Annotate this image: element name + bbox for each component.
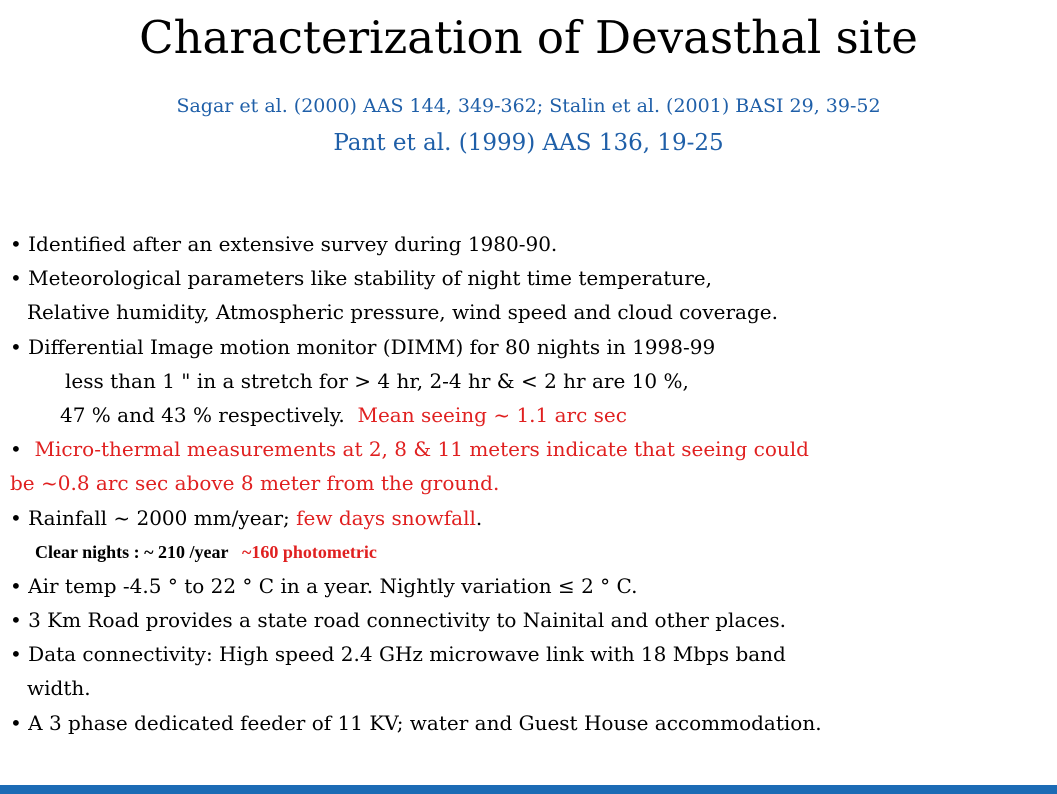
- snowfall-text: few days snowfall: [296, 505, 476, 530]
- mean-seeing-text: Mean seeing ~ 1.1 arc sec: [357, 402, 627, 427]
- reference-line-1: Sagar et al. (2000) AAS 144, 349-362; Stalin et al. (2001) BASI 29, 39-52: [176, 95, 881, 117]
- bullet-survey: • Identified after an extensive survey during 1980-90.: [10, 232, 558, 256]
- microthermal-text: Micro-thermal measurements at 2, 8 & 11 meters indicate that seeing could: [34, 437, 809, 462]
- bullet-dimm-cont1: less than 1 " in a stretch for > 4 hr, 2-4 hr & < 2 hr are 10 %,: [65, 368, 689, 393]
- bullet-data-connectivity-cont: width.: [27, 676, 91, 701]
- bullet-meteorological: • Meteorological parameters like stability of night time temperature,: [10, 266, 712, 291]
- bullet-power: • A 3 phase dedicated feeder of 11 KV; water and Guest House accommodation.: [10, 710, 822, 735]
- bottom-bar: [0, 785, 1057, 794]
- slide-title: Characterization of Devasthal site: [139, 11, 918, 64]
- bullet-dimm: • Differential Image motion monitor (DIMM) for 80 nights in 1998-99: [10, 334, 716, 359]
- bullet-rainfall: [10, 502, 1050, 536]
- rainfall-end: .: [475, 505, 483, 530]
- bullet-microthermal: [10, 433, 1050, 467]
- bullet-data-connectivity: • Data connectivity: High speed 2.4 GHz microwave link with 18 Mbps band: [10, 642, 786, 667]
- bullet-marker: •: [10, 437, 22, 462]
- photometric-text: ~160 photometric: [242, 541, 377, 562]
- clear-nights-line: [10, 536, 1050, 570]
- clear-nights-text: Clear nights : ~ 210 /year: [35, 541, 229, 562]
- rainfall-text: • Rainfall ~ 2000 mm/year;: [10, 505, 290, 530]
- bullet-microthermal-cont: be ~0.8 arc sec above 8 meter from the ground.: [10, 471, 500, 496]
- bullet-air-temp: • Air temp -4.5 ° to 22 ° C in a year. Nightly variation ≤ 2 ° C.: [10, 573, 638, 598]
- bullet-meteorological-cont: Relative humidity, Atmospheric pressure, wind speed and cloud coverage.: [27, 300, 778, 325]
- bullet-dimm-cont2: [10, 399, 1050, 433]
- bullet-list: [10, 228, 1050, 741]
- reference-line-2: Pant et al. (1999) AAS 136, 19-25: [333, 130, 724, 156]
- bullet-road: • 3 Km Road provides a state road connectivity to Nainital and other places.: [10, 608, 787, 633]
- dimm-percentages: 47 % and 43 % respectively.: [60, 402, 345, 427]
